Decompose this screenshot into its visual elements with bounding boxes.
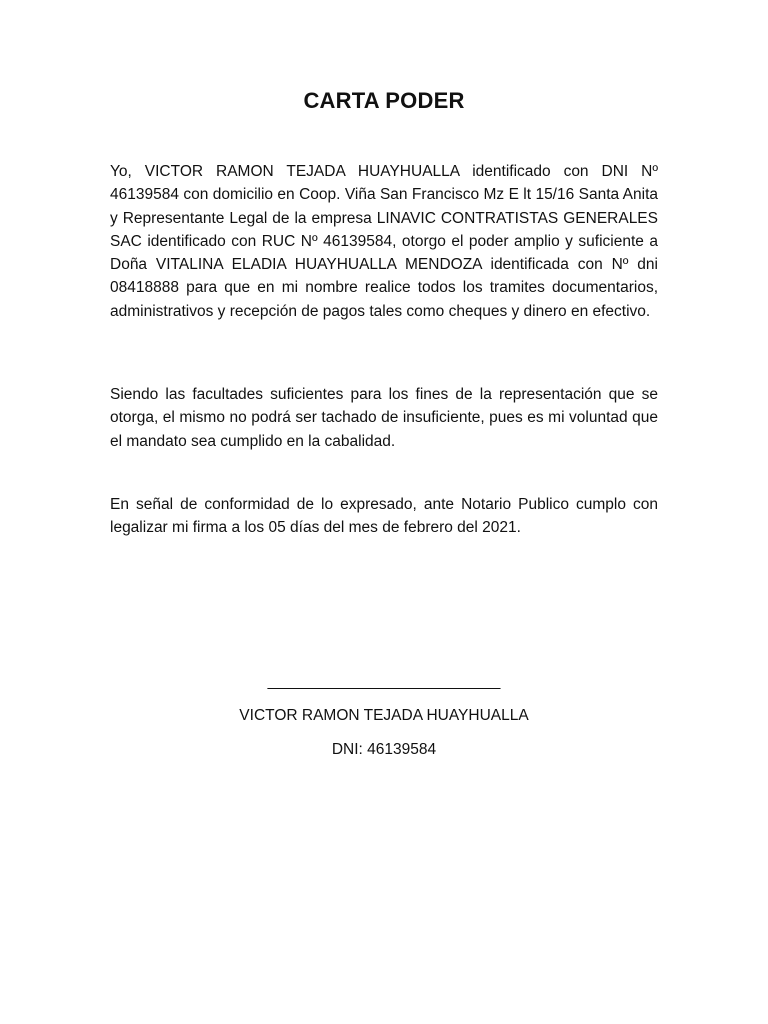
signer-name: VICTOR RAMON TEJADA HUAYHUALLA [239, 707, 529, 724]
signature-line: ___________________________ [267, 673, 501, 690]
paragraph-faculties: Siendo las facultades suficientes para los fines de la representación que se otorga, el mismo no podrá ser tachado de insuficiente, pues es mi voluntad que el mandato sea cumplido en la cabalidad. [110, 386, 658, 450]
paragraph-grant-of-power: Yo, VICTOR RAMON TEJADA HUAYHUALLA identificado con DNI Nº 46139584 con domicilio en Coop. Viña San Francisco Mz E lt 15/16 Santa Anita y Representante Legal de la empresa LINAVIC CONTRATISTAS GENERALES SAC identificado con RUC Nº 46139584, otorgo el poder amplio y suficiente a Doña VITALINA ELADIA HUAYHUALLA MENDOZA identificada con Nº dni 08418888 para que en mi nombre realice todos los tramites documentarios, administrativos y recepción de pagos tales como cheques y dinero en efectivo. [110, 163, 658, 320]
signature-block [0, 672, 768, 760]
signer-dni: DNI: 46139584 [331, 741, 437, 758]
document-title: CARTA PODER [303, 88, 465, 113]
paragraph-conformity: En señal de conformidad de lo expresado, ante Notario Publico cumplo con legalizar mi firma a los 05 días del mes de febrero del 2021. [110, 496, 658, 537]
